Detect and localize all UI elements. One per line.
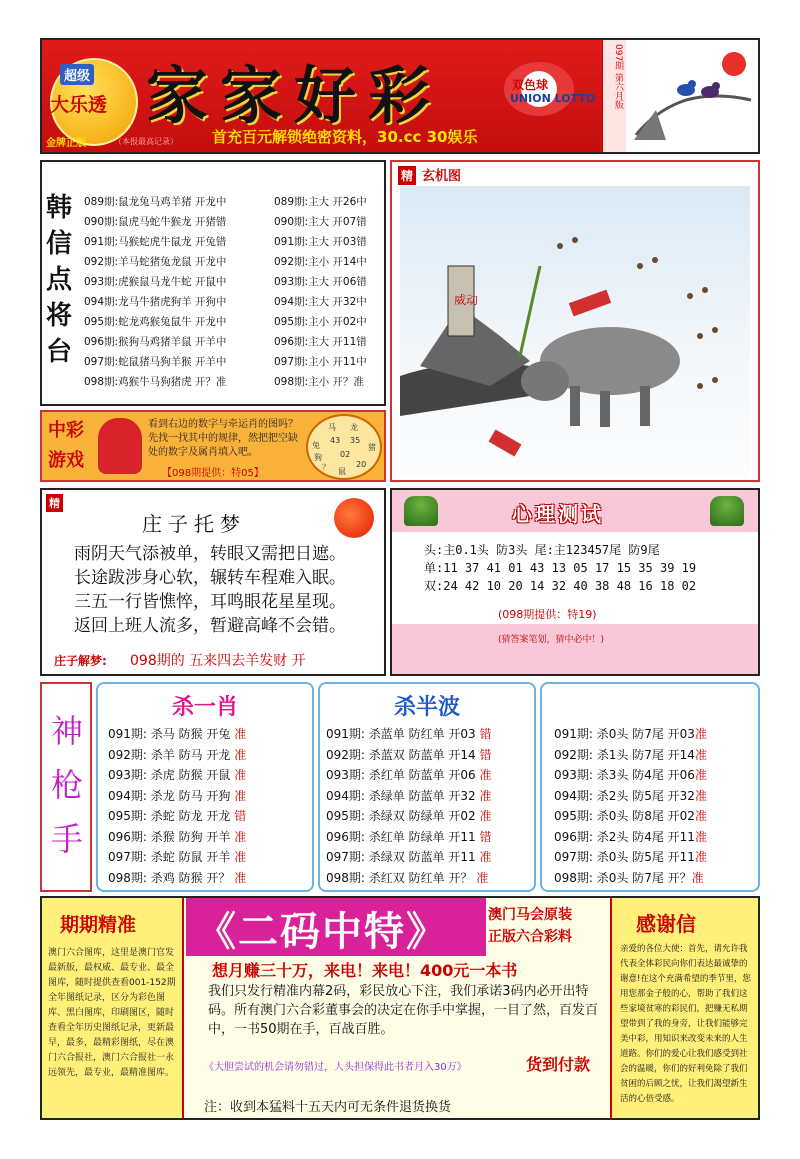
poem-line: 雨阴天气添被单，转眼又需把日遮。 <box>74 544 346 564</box>
union-lotto-en: UNION LOTTO <box>510 92 596 105</box>
kill-one-zodiac-title: 杀一肖 <box>171 695 238 720</box>
prediction-row <box>554 806 707 827</box>
wheel-cell: 猪 <box>368 443 376 452</box>
return-note: 注：收到本猛料十五天内可无条件退货换货 <box>204 1100 452 1115</box>
prediction-row <box>326 745 492 766</box>
prediction-text: 094期: 杀龙 防马 开狗 <box>108 788 235 803</box>
prediction-text: 098期: 杀鸡 防猴 开？ <box>108 870 235 885</box>
prediction-row <box>554 868 704 889</box>
prediction-text: 091期: 杀0头 防7尾 开03 <box>554 727 695 741</box>
plant-icon <box>710 496 744 526</box>
prediction-text: 094期: 杀绿单 防蓝单 开32 <box>326 788 480 803</box>
prediction-row <box>554 745 707 766</box>
prediction-row <box>108 827 246 848</box>
wheel-cell: 20 <box>356 460 367 469</box>
edition-label: 金牌正版 <box>46 138 86 149</box>
result-mark: 准 <box>694 768 707 782</box>
prediction-row <box>326 724 492 745</box>
hanxin-row-right: 096期:主大 开11错 <box>274 336 367 348</box>
sharpshooter-label: 神枪手 <box>50 712 83 858</box>
lottery-game-panel <box>40 410 386 482</box>
hanxin-row-left: 092期:羊马蛇猪兔龙鼠 开龙中 <box>84 256 227 268</box>
wheel-cell: 马 <box>328 423 336 432</box>
result-mark: 错 <box>479 727 492 741</box>
prediction-row <box>554 724 707 745</box>
sharpshooter-label-box <box>40 682 92 892</box>
thanks-title: 感谢信 <box>636 912 696 936</box>
kill-half-wave-column <box>318 682 536 892</box>
wheel-cell: 龙 <box>350 423 358 432</box>
hanxin-row-left: 094期:龙马牛猪虎狗羊 开狗中 <box>84 296 227 308</box>
zhuangzi-dream-panel <box>40 488 386 676</box>
hotline-slogan: 想月赚三十万，来电！来电！400元一本书 <box>212 961 518 980</box>
wheel-cell: 35 <box>350 436 361 445</box>
poem-line: 长途跋涉身心软，辗转车程难入眠。 <box>74 568 346 588</box>
prediction-text: 096期: 杀2头 防4尾 开11 <box>554 829 695 844</box>
tip-text: 《大胆尝试的机会请勿错过，人头担保得此书者月入30万》 <box>204 1062 467 1073</box>
hanxin-row-right: 095期:主小 开02中 <box>274 316 367 328</box>
prediction-text: 097期: 杀绿双 防蓝单 开11 <box>326 850 480 864</box>
kill-head-column <box>540 682 760 892</box>
result-mark: 错 <box>479 747 492 762</box>
hanxin-row-left: 090期:鼠虎马蛇牛猴龙 开猪错 <box>84 216 227 228</box>
hanxin-row-left: 098期:鸡猴牛马狗猪虎 开？准 <box>84 376 227 388</box>
prediction-row <box>326 847 492 868</box>
stone-label: 威动 <box>454 293 479 307</box>
hanxin-row-right: 094期:主大 开32中 <box>274 296 367 308</box>
prediction-text: 098期: 杀0头 防7尾 开？ <box>554 870 692 885</box>
prediction-row <box>554 847 707 868</box>
dream-interpretation-label: 庄子解梦: <box>54 654 107 668</box>
result-mark: 准 <box>694 809 707 823</box>
xuanji-panel <box>390 160 760 482</box>
subtitle-2: 正版六合彩料 <box>488 929 572 945</box>
two-code-title: 《二码中特》 <box>196 908 448 955</box>
bird-branch-illustration <box>626 40 758 152</box>
result-mark: 错 <box>479 829 492 844</box>
prediction-text: 096期: 杀红单 防绿单 开11 <box>326 829 480 844</box>
prediction-row <box>108 786 246 807</box>
result-mark: 准 <box>694 727 707 741</box>
zhuangzi-title: 庄子托梦 <box>142 512 246 536</box>
issue-label: 097期 第六月版 <box>613 44 623 110</box>
prediction-row <box>108 765 246 786</box>
prediction-text: 095期: 杀蛇 防龙 开龙 <box>108 809 235 823</box>
hanxin-row-left: 097期:蛇鼠猪马狗羊猴 开羊中 <box>84 356 227 368</box>
result-mark: 准 <box>479 788 492 803</box>
dream-interpretation-text: 098期的 五来四去羊发财 开 <box>130 653 306 669</box>
psy-title: 心理测试 <box>512 502 604 526</box>
prediction-text: 092期: 杀羊 防马 开龙 <box>108 747 235 762</box>
wheel-cell: 43 <box>330 436 341 445</box>
accuracy-text: 澳门六合图库，这里是澳门官发最新版，最权威、最专业、最全图库，随时提供查看001-152期全年图纸记录，区分为彩色图库、黑白图库，印刷图区，随时查看全年历史图纸记录，更新最早，最多，最精彩图纸，尽在澳门六合报社，澳门六合报社一永远领先，最专业，最精准图库。 <box>48 948 176 1078</box>
prediction-text: 095期: 杀0头 防8尾 开02 <box>554 809 695 823</box>
result-mark: 准 <box>476 870 489 885</box>
psy-note: (猜答案笔划，猜中必中！) <box>498 635 605 645</box>
union-lotto-cn: 双色球 <box>512 78 549 92</box>
kill-half-wave-title: 杀半波 <box>393 695 460 720</box>
prediction-text: 098期: 杀红双 防红单 开？ <box>326 870 477 885</box>
game-title-2: 游戏 <box>48 450 84 471</box>
masthead-title: 家家好彩 <box>146 59 443 132</box>
prediction-row <box>326 765 492 786</box>
sun-icon <box>334 498 374 538</box>
hanxin-row-left: 096期:猴狗马鸡猪羊鼠 开羊中 <box>84 336 227 348</box>
promise-text: 我们只发行精准内幕2码，彩民放心下注，我们承诺3码内必开出特码。所有澳门六合彩董事会的决定在你手中掌握，一目了然，百发百中，一书50期在手，百战百胜。 <box>208 984 599 1037</box>
fortune-god-icon <box>98 418 142 474</box>
hanxin-row-right: 098期:主小 开？准 <box>274 376 364 388</box>
psychology-test-panel <box>390 488 760 676</box>
game-provide: 【098期提供：特05】 <box>162 468 264 479</box>
result-mark: 准 <box>234 788 247 803</box>
psy-provide: (098期提供：特19) <box>498 608 597 621</box>
two-code-advert <box>40 896 760 1120</box>
result-mark: 准 <box>694 829 707 844</box>
prediction-row <box>108 868 246 889</box>
prediction-row <box>108 847 246 868</box>
result-mark: 准 <box>234 829 247 844</box>
hanxin-panel <box>40 160 386 406</box>
hanxin-row-left: 089期:鼠龙兔马鸡羊猪 开龙中 <box>84 196 227 208</box>
hanxin-row-right: 092期:主小 开14中 <box>274 256 367 268</box>
psy-line: 双:24 42 10 20 14 32 40 38 48 16 18 02 <box>424 579 697 593</box>
prediction-row <box>108 724 246 745</box>
prediction-text: 092期: 杀蓝双 防蓝单 开14 <box>326 747 480 762</box>
hanxin-title: 韩信点将台 <box>45 193 72 367</box>
prediction-text: 091期: 杀蓝单 防红单 开03 <box>326 727 480 741</box>
kill-one-zodiac-column <box>96 682 314 892</box>
psy-line: 头:主0.1头 防3头 尾:主123457尾 防9尾 <box>424 543 660 557</box>
masthead-banner <box>40 38 760 154</box>
prediction-text: 096期: 杀猴 防狗 开羊 <box>108 829 235 844</box>
hanxin-row-left: 095期:蛇龙鸡猴兔鼠牛 开龙中 <box>84 316 227 328</box>
logo-super-label: 超级 <box>60 64 94 85</box>
logo-lotto-label: 大乐透 <box>50 94 108 116</box>
poem-line: 返回上班人流多，暂避高峰不会错。 <box>74 616 346 636</box>
result-mark: 准 <box>234 768 247 782</box>
prediction-text: 093期: 杀红单 防蓝单 开06 <box>326 768 480 782</box>
edition-note: （本报最高记录） <box>114 137 178 146</box>
poem-line: 三五一行皆憔悴，耳鸣眼花星星现。 <box>74 592 346 612</box>
result-mark: 准 <box>694 747 707 762</box>
xuanji-title: 玄机图 <box>422 169 462 184</box>
prediction-text: 093期: 杀虎 防猴 开鼠 <box>108 768 235 782</box>
wheel-cell: 鼠 <box>338 467 346 476</box>
prediction-text: 095期: 杀绿双 防绿单 开02 <box>326 809 480 823</box>
prediction-row <box>554 827 707 848</box>
result-mark: 准 <box>234 870 247 885</box>
prediction-text: 091期: 杀马 防猴 开兔 <box>108 727 235 741</box>
hanxin-row-right: 090期:主大 开07错 <box>274 216 367 228</box>
prediction-text: 094期: 杀2头 防5尾 开32 <box>554 788 695 803</box>
result-mark: 错 <box>234 809 247 823</box>
result-mark: 准 <box>479 850 492 864</box>
game-instructions: 看到右边的数字与牵运肖的图吗？先找一找其中的规律，然把把空缺处的数字及属肖填入吧。 <box>148 419 298 458</box>
wheel-cell: 狗 <box>314 453 322 462</box>
hanxin-row-right: 091期:主大 开03错 <box>274 236 367 248</box>
ox-illustration <box>400 186 750 478</box>
result-mark: 准 <box>479 809 492 823</box>
result-mark: 准 <box>234 727 247 741</box>
result-mark: 准 <box>234 747 247 762</box>
prediction-text: 093期: 杀3头 防4尾 开06 <box>554 768 695 782</box>
result-mark: 准 <box>694 850 707 864</box>
wheel-cell: 02 <box>340 450 351 459</box>
result-mark: 准 <box>234 850 247 864</box>
result-mark: 准 <box>694 788 707 803</box>
prediction-row <box>326 786 492 807</box>
prediction-text: 097期: 杀0头 防5尾 开11 <box>554 850 695 864</box>
hanxin-row-left: 091期:马猴蛇虎牛鼠龙 开兔错 <box>84 236 227 248</box>
thanks-text: 亲爱的各位大使：首先，请允许我代表全体彩民向你们表达最诚挚的谢意!在这个充满希望的季节里，您用您那金子般的心，帮助了我们这些家境贫寒的彩民们，把赚无私期望带到了我的身旁，让我们能够完美中彩，用知识来改变未来的人生道路。你们的爱心让我们感受到社会的温暖，你们的好利免除了我们贫困的后顾之忧，让我们渴望新生活的心倍受感。 <box>620 944 751 1104</box>
result-mark: 准 <box>479 768 492 782</box>
header-slogan: 首充百元解锁绝密资料，30.cc 30娱乐 <box>212 128 478 146</box>
accuracy-title: 期期精准 <box>60 914 137 936</box>
cash-on-delivery: 货到付款 <box>526 1055 591 1074</box>
wheel-cell: 兔 <box>312 441 320 450</box>
hanxin-row-left: 093期:虎猴鼠马龙牛蛇 开鼠中 <box>84 276 227 288</box>
zodiac-wheel <box>306 414 382 480</box>
prediction-text: 092期: 杀1头 防7尾 开14 <box>554 747 695 762</box>
prediction-row <box>554 765 707 786</box>
subtitle-1: 澳门马会原装 <box>488 907 572 923</box>
prediction-row <box>326 827 492 848</box>
prediction-row <box>326 806 492 827</box>
hanxin-row-right: 089期:主大 开26中 <box>274 196 367 208</box>
zhuangzi-tag: 精 <box>46 494 63 512</box>
wheel-cell: ？ <box>322 463 330 472</box>
xuanji-tag: 精 <box>398 166 416 185</box>
plant-icon <box>404 496 438 526</box>
psy-line: 单:11 37 41 01 43 13 05 17 15 35 39 19 <box>424 561 697 575</box>
prediction-row <box>554 786 707 807</box>
result-mark: 准 <box>691 870 704 885</box>
hanxin-row-right: 097期:主小 开11中 <box>274 356 367 368</box>
hanxin-row-right: 093期:主大 开06错 <box>274 276 367 288</box>
prediction-row <box>108 806 246 827</box>
game-title-1: 中彩 <box>48 420 84 441</box>
prediction-text: 097期: 杀蛇 防鼠 开羊 <box>108 850 235 864</box>
prediction-row <box>326 868 488 889</box>
prediction-row <box>108 745 246 766</box>
